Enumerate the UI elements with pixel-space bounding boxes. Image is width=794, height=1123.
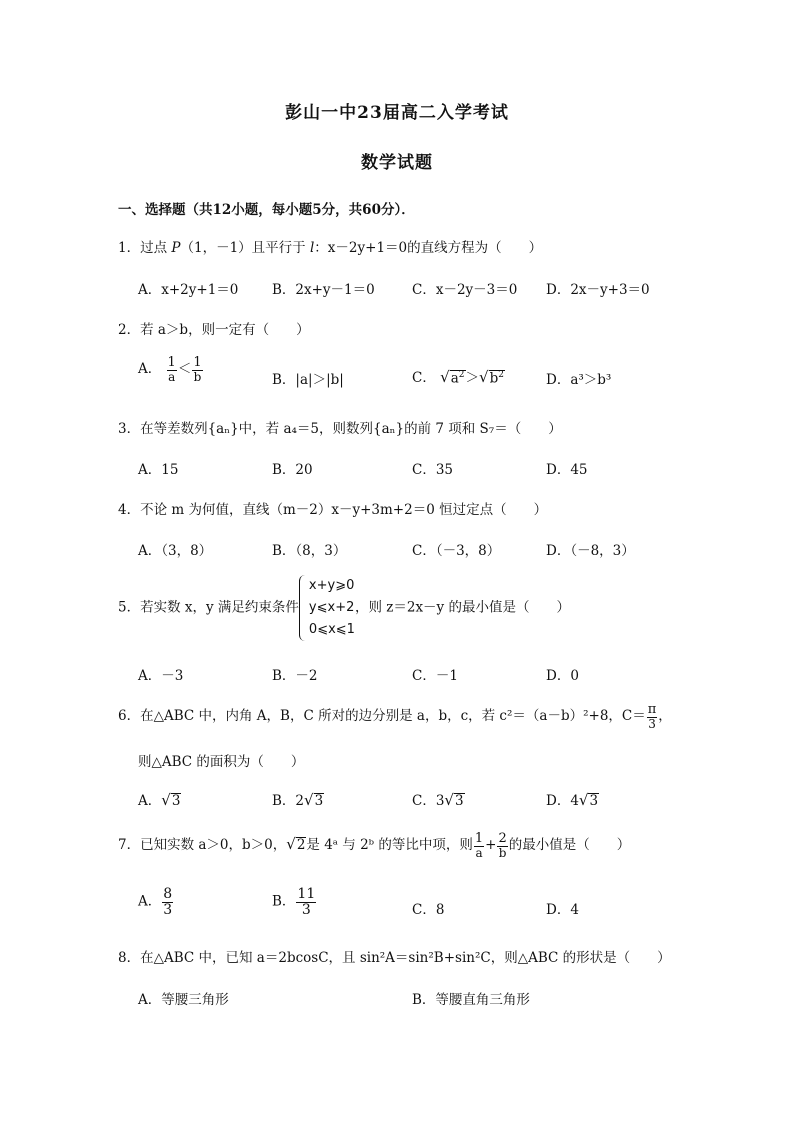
question-text: 若 a＞b，则一定有（ ）: [140, 322, 310, 338]
question-text: 的最小值是（ ）: [508, 837, 631, 854]
question-text: 在△ABC 中，内角 A，B，C 所对的边分别是 a，b，c，若 c²＝（a－b）²+8，C＝: [140, 708, 646, 725]
question-text: （1，－1）且平行于: [180, 240, 306, 256]
q1-option-a[interactable]: A．x+2y+1＝0: [138, 282, 239, 298]
fraction: $\frac{8}{3}$: [163, 886, 173, 918]
option-label: A．: [138, 893, 162, 910]
less-than: ＜: [177, 361, 192, 378]
question-7: [118, 832, 630, 859]
question-number: 6．: [118, 708, 141, 725]
fraction: $\frac{1}{b}$: [193, 355, 202, 384]
option-label: C．3: [412, 793, 445, 809]
q7-option-d[interactable]: D．4: [546, 902, 579, 918]
q2-option-d[interactable]: D．a³＞b³: [546, 372, 612, 388]
q4-option-a[interactable]: A．（3，8）: [138, 543, 213, 559]
q1-option-b[interactable]: B．2x+y－1＝0: [272, 282, 375, 298]
sqrt-b2: $√b^2$: [479, 368, 504, 386]
question-6-line-2: 则△ABC 的面积为（ ）: [138, 754, 305, 770]
q7-option-b[interactable]: [272, 887, 317, 917]
section-heading: 一、选择题（共12小题，每小题5分，共60分）．: [118, 202, 415, 218]
question-text: 已知实数 a＞0，b＞0，: [140, 837, 287, 854]
q3-option-c[interactable]: C．35: [412, 462, 454, 478]
question-text: 过点: [140, 240, 168, 256]
question-3: [118, 417, 562, 437]
constraint-2: y⩽x+2: [308, 600, 355, 615]
q4-option-c[interactable]: C．（－3，8）: [412, 543, 501, 559]
fraction: $\frac{1}{a}$: [474, 831, 484, 860]
question-text: ，则 z＝2x－y 的最小值是（ ）: [354, 599, 570, 616]
page-subtitle: 数学试题: [361, 153, 433, 173]
q3-option-d[interactable]: D．45: [546, 462, 588, 478]
question-text: 不论 m 为何值，直线（m－2）x－y+3m+2＝0 恒过定点（ ）: [140, 502, 548, 518]
option-label: C．: [412, 370, 436, 386]
constraint-3: 0⩽x⩽1: [308, 622, 355, 637]
brace-icon: [299, 575, 308, 641]
q5-option-d[interactable]: D．0: [546, 668, 579, 684]
q4-option-b[interactable]: B．（8，3）: [272, 543, 347, 559]
option-label: B．2: [272, 793, 305, 809]
question-2: [118, 318, 310, 338]
question-number: 1．: [118, 240, 141, 256]
fraction-pi-3: $\frac{\pi}{3}$: [647, 702, 657, 731]
question-number: 8．: [118, 950, 141, 966]
question-text: ：x－2y+1＝0的直线方程为（ ）: [314, 240, 543, 256]
q1-option-d[interactable]: D．2x－y+3＝0: [546, 282, 650, 298]
greater-than: ＞: [465, 370, 479, 386]
q6-option-a[interactable]: [138, 789, 181, 809]
q6-option-d[interactable]: [546, 789, 599, 809]
q3-option-a[interactable]: A．15: [138, 462, 179, 478]
option-label: B．: [272, 893, 296, 910]
q6-option-b[interactable]: [272, 789, 324, 809]
question-text: ，: [658, 708, 672, 725]
sqrt-3: √3: [161, 791, 181, 809]
question-5: [118, 575, 570, 641]
q6-option-c[interactable]: [412, 789, 465, 809]
question-text: 若实数 x，y 满足约束条件: [140, 599, 299, 616]
sqrt-3: √3: [444, 791, 464, 809]
fraction: $\frac{1}{a}$: [167, 355, 176, 384]
question-number: 7．: [118, 837, 141, 854]
q1-option-c[interactable]: C．x－2y－3＝0: [412, 282, 518, 298]
question-number: 3．: [118, 421, 141, 437]
option-label: A．: [138, 793, 162, 809]
q5-option-b[interactable]: B．－2: [272, 668, 318, 684]
question-8: [118, 946, 671, 966]
question-number: 5．: [118, 599, 141, 616]
q4-option-d[interactable]: D．（－8，3）: [546, 543, 635, 559]
question-4: [118, 498, 547, 518]
q2-option-a[interactable]: [138, 356, 204, 383]
question-text: 在等差数列{aₙ}中，若 a₄＝5，则数列{aₙ}的前 7 项和 S₇＝（ ）: [140, 421, 562, 437]
question-text: 是 4ᵃ 与 2ᵇ 的等比中项，则: [306, 837, 473, 854]
line-label: l: [309, 240, 315, 256]
fraction: $\frac{11}{3}$: [297, 886, 316, 918]
option-label: D．4: [546, 793, 579, 809]
q3-option-b[interactable]: B．20: [272, 462, 313, 478]
sqrt-3: √3: [304, 791, 324, 809]
question-number: 2．: [118, 322, 141, 338]
sqrt-3: √3: [578, 791, 599, 809]
constraint-1: x+y⩾0: [308, 578, 355, 593]
question-6: [118, 703, 672, 730]
q8-option-b[interactable]: B．等腰直角三角形: [412, 992, 530, 1008]
q5-option-a[interactable]: A．－3: [138, 668, 184, 684]
q2-option-b[interactable]: B．|a|＞|b|: [272, 372, 344, 388]
question-text: 在△ABC 中，已知 a＝2bcosC，且 sin²A＝sin²B+sin²C，则△ABC 的形状是（ ）: [140, 950, 671, 966]
q8-option-a[interactable]: A．等腰三角形: [138, 992, 229, 1008]
plus-sign: +: [485, 837, 497, 854]
page-title: 彭山一中23届高二入学考试: [285, 103, 509, 123]
q2-option-c[interactable]: [412, 366, 505, 386]
fraction: $\frac{2}{b}$: [498, 831, 507, 860]
sqrt-2: √2: [286, 835, 306, 854]
q7-option-c[interactable]: C．8: [412, 902, 445, 918]
q5-option-c[interactable]: C．－1: [412, 668, 458, 684]
sqrt-a2: $√a^2$: [440, 368, 465, 386]
constraint-system: [299, 575, 355, 641]
option-label: A．: [138, 361, 162, 378]
point-label: P: [171, 240, 181, 256]
question-1: [118, 236, 542, 256]
q7-option-a[interactable]: [138, 887, 174, 917]
question-number: 4．: [118, 502, 141, 518]
